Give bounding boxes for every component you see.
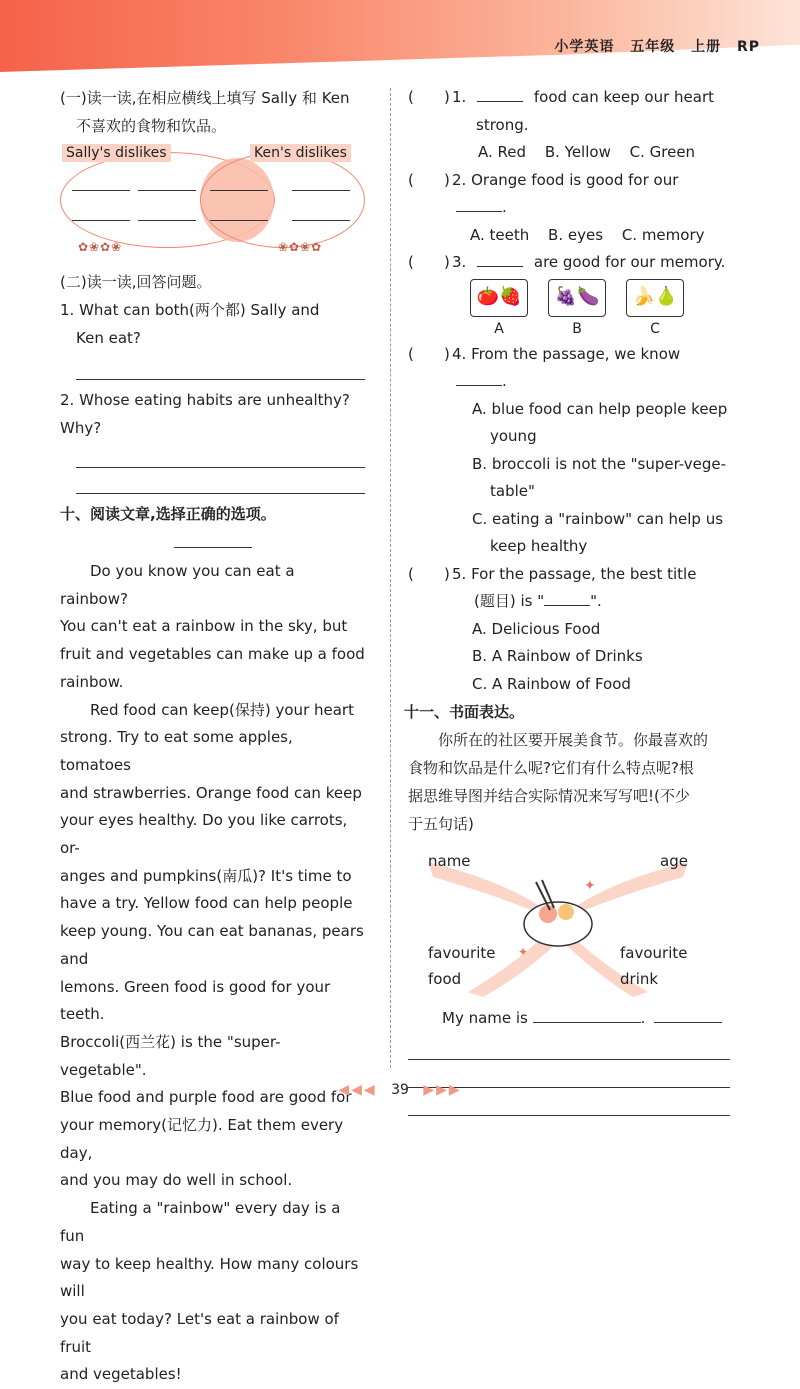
answer-paren-open[interactable]: ( (408, 88, 414, 106)
passage-paragraph-1: Do you know you can eat a rainbow? (60, 562, 295, 608)
writing-prompt-rest: 食物和饮品是什么呢?它们有什么特点呢?根 据思维导图并结合实际情况来写写吧!(不少 于五句话) (408, 759, 694, 833)
venn-blank[interactable] (210, 190, 268, 191)
option[interactable]: C. Green (629, 143, 696, 161)
writing-prompt: 你所在的社区要开展美食节。你最喜欢的 (438, 731, 709, 749)
part1-title: (一)读一读,在相应横线上填写 Sally 和 Ken (60, 89, 350, 107)
fill-blank[interactable] (477, 251, 523, 267)
answer-line[interactable] (76, 442, 365, 468)
page-number: 39 (391, 1082, 409, 1098)
section-10-title: 十、阅读文章,选择正确的选项。 (60, 505, 276, 523)
choice-question-1-cont: strong. (476, 115, 529, 134)
red-fruit-icon: 🍅🍓 (470, 279, 528, 317)
mind-map (408, 852, 730, 1002)
answer-paren-open[interactable]: ( (408, 344, 414, 363)
q4-option-a[interactable]: A. blue food can help people keep (472, 399, 728, 418)
mind-map-name: name (428, 852, 471, 870)
question-1-line2: Ken eat? (76, 329, 141, 347)
flower-decoration-icon: ❀✿❀✿ (278, 240, 323, 254)
venn-blank[interactable] (72, 220, 130, 221)
choice-question-3: ( ) 3. are good for our memory. (408, 249, 730, 277)
flower-decoration-icon: ✿❀✿❀ (78, 240, 123, 254)
purple-fruit-icon: 🍇🍆 (548, 279, 606, 317)
mind-map-favourite-food-1: favourite (428, 944, 496, 962)
question-2: 2. Whose eating habits are unhealthy? Why? (60, 391, 350, 437)
passage-paragraph-3-rest: way to keep healthy. How many colours will you eat today? Let's eat a rainbow of fruit and vegetables! (60, 1254, 359, 1384)
passage-title-blank[interactable] (174, 536, 252, 548)
section-11-title: 十一、书面表达。 (404, 703, 525, 721)
part1-title-cont: 不喜欢的食物和饮品。 (76, 117, 227, 135)
option[interactable]: A. Red (478, 143, 527, 161)
svg-text:✦: ✦ (518, 945, 529, 959)
venn-circle-right (200, 152, 365, 248)
q3-picture-options (408, 279, 730, 341)
fill-blank[interactable] (456, 370, 502, 386)
answer-paren-open[interactable]: ( (408, 564, 414, 583)
writing-blank[interactable] (533, 1007, 641, 1023)
left-arrows-icon: ◀◀◀ (338, 1082, 377, 1098)
answer-paren-close: ) (444, 170, 450, 189)
passage-paragraph-1-rest: You can't eat a rainbow in the sky, but fruit and vegetables can make up a food rainbow. (60, 617, 365, 691)
right-arrows-icon: ▶▶▶ (423, 1082, 462, 1098)
q1-options (408, 139, 730, 167)
option[interactable]: A. teeth (470, 225, 530, 244)
answer-paren-open[interactable]: ( (408, 253, 414, 271)
right-column (404, 84, 730, 1116)
left-column (60, 84, 365, 1389)
q4-option-c[interactable]: C. eating a "rainbow" can help us (472, 509, 724, 528)
q4-option-c-cont: keep healthy (490, 537, 588, 555)
yellow-fruit-icon: 🍌🍐 (626, 279, 684, 317)
writing-starter: My name is . (408, 1004, 730, 1032)
option[interactable]: B. Yellow (544, 143, 611, 161)
venn-blank[interactable] (138, 220, 196, 221)
choice-question-1: ( ) 1. food can keep our heart (408, 84, 730, 112)
question-1-line1: 1. What can both(两个都) Sally and (60, 301, 320, 319)
passage-paragraph-2: Red food can keep(保持) your heart (90, 700, 354, 719)
q5-option-a[interactable]: A. Delicious Food (472, 619, 601, 638)
venn-blank[interactable] (72, 190, 130, 191)
venn-label-sally: Sally's dislikes (62, 144, 171, 162)
q5-option-b[interactable]: B. A Rainbow of Drinks (472, 647, 643, 665)
grade-label: 五年级 (630, 39, 676, 55)
subject-label: 小学英语 (554, 39, 615, 55)
mind-map-age: age (660, 852, 688, 870)
choice-question-5-cont: (题目) is " ". (474, 592, 602, 610)
answer-paren-close: ) (444, 344, 450, 363)
mind-map-favourite-drink-1: favourite (620, 944, 688, 962)
answer-paren-close: ) (444, 253, 450, 271)
venn-blank[interactable] (210, 220, 268, 221)
answer-paren-close: ) (444, 564, 450, 583)
edition-label: RP (736, 39, 760, 55)
fill-blank[interactable] (456, 196, 502, 212)
q5-option-c[interactable]: C. A Rainbow of Food (472, 674, 631, 693)
page-footer (0, 1082, 800, 1098)
option[interactable]: B. eyes (548, 225, 604, 244)
passage-paragraph-3: Eating a "rainbow" every day is a fun (60, 1199, 341, 1245)
q4-option-b-cont: table" (490, 482, 535, 500)
mind-map-favourite-drink-2: drink (620, 970, 659, 988)
venn-label-ken: Ken's dislikes (250, 144, 351, 162)
picture-option-b[interactable]: 🍇🍆 B (548, 279, 606, 341)
part2-title: (二)读一读,回答问题。 (60, 273, 212, 291)
volume-label: 上册 (691, 39, 722, 55)
svg-text:✦: ✦ (584, 878, 596, 894)
mind-map-favourite-food-2: food (428, 970, 462, 988)
choice-question-5: ( ) 5. For the passage, the best title (408, 561, 730, 589)
answer-line[interactable] (76, 354, 365, 380)
picture-option-c[interactable]: 🍌🍐 C (626, 279, 684, 341)
answer-paren-open[interactable]: ( (408, 170, 414, 189)
writing-blank[interactable] (654, 1007, 722, 1023)
venn-diagram (60, 144, 365, 262)
venn-blank[interactable] (138, 190, 196, 191)
option[interactable]: C. memory (621, 225, 705, 244)
q4-option-b[interactable]: B. broccoli is not the "super-vege- (472, 454, 727, 473)
fill-blank[interactable] (477, 86, 523, 102)
answer-line[interactable] (76, 468, 365, 494)
writing-line[interactable] (408, 1032, 730, 1060)
header-meta (544, 36, 760, 56)
q2-options (408, 222, 730, 250)
venn-blank[interactable] (292, 220, 350, 221)
venn-blank[interactable] (292, 190, 350, 191)
picture-option-a[interactable]: 🍅🍓 A (470, 279, 528, 341)
column-divider (390, 88, 391, 1068)
passage-paragraph-2-rest: strong. Try to eat some apples, tomatoes and strawberries. Orange food can keep your eyes healthy. Do you like carrots, or- anges and pumpkins(南瓜)? It's time to have a try. Yellow food can help people keep young. You can eat bananas, pears and lemons. Green food is good for your teeth. Broccoli(西兰花) is the "super-vegetable". Blue food and purple food are good for your memory(记忆力). Eat them every day, and you may do well in school. (60, 728, 364, 1190)
answer-paren-close: ) (444, 88, 450, 106)
fill-blank[interactable] (544, 590, 590, 606)
choice-question-4: ( ) 4. From the passage, we know . (408, 341, 730, 396)
q4-option-a-cont: young (490, 427, 537, 445)
choice-question-2: ( ) 2. Orange food is good for our . (408, 167, 730, 222)
